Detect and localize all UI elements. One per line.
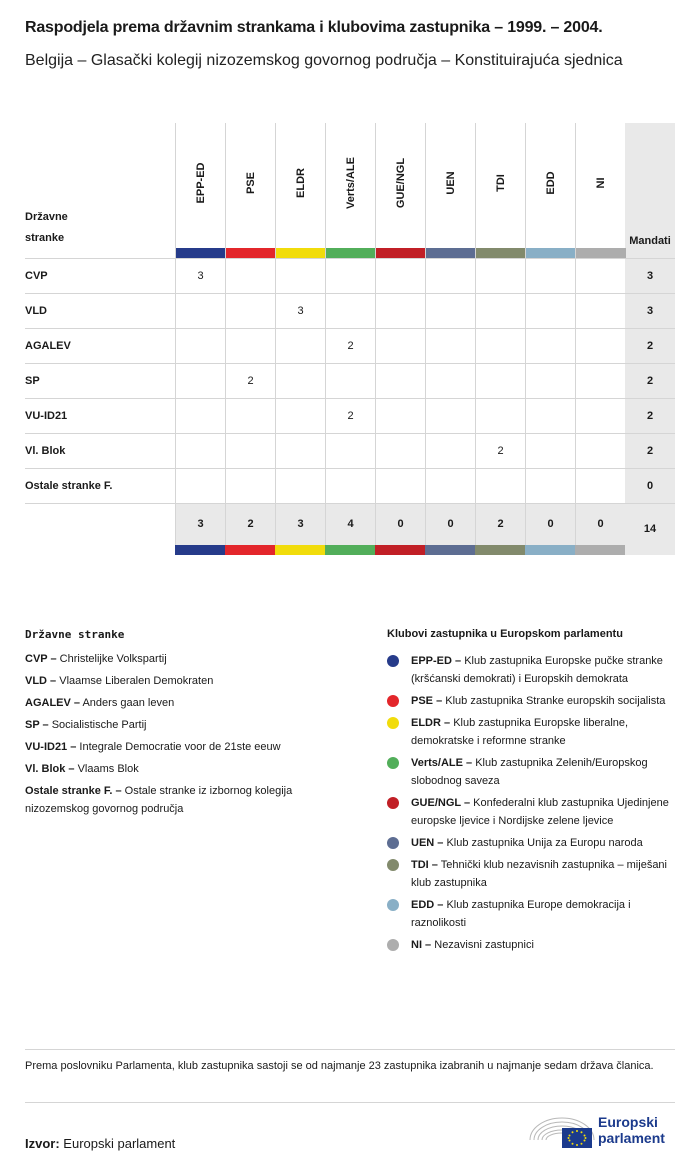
group-color-bar bbox=[426, 248, 476, 258]
column-total: 3 bbox=[275, 504, 325, 545]
party-legend-item: AGALEV – Anders gaan leven bbox=[25, 697, 175, 709]
table-row bbox=[25, 293, 675, 328]
group-legend-item: ELDR – Klub zastupnika Europske liberalne, demokratske i reformne stranke bbox=[387, 714, 677, 750]
column-header bbox=[475, 123, 525, 258]
seat-cell bbox=[275, 434, 325, 468]
seat-cell bbox=[275, 259, 325, 293]
row-total: 3 bbox=[625, 294, 675, 328]
table-row bbox=[25, 468, 675, 503]
seat-cell bbox=[425, 434, 475, 468]
seat-cell bbox=[475, 469, 525, 503]
group-color-bar bbox=[525, 545, 575, 555]
seat-cell bbox=[525, 434, 575, 468]
column-header bbox=[175, 123, 225, 258]
seat-cell bbox=[525, 259, 575, 293]
seat-cell bbox=[375, 469, 425, 503]
footnote: Prema poslovniku Parlamenta, klub zastupnika sastoji se od najmanje 23 zastupnika izabranih u najmanje sedam država članica. bbox=[25, 1060, 654, 1072]
seat-cell bbox=[425, 364, 475, 398]
column-label: EDD bbox=[545, 171, 557, 195]
group-color-bar bbox=[226, 248, 276, 258]
group-color-bar bbox=[376, 248, 426, 258]
column-total: 2 bbox=[225, 504, 275, 545]
column-total: 0 bbox=[425, 504, 475, 545]
party-legend-item: VU-ID21 – Integrale Democratie voor de 21ste eeuw bbox=[25, 741, 281, 753]
table-row bbox=[25, 328, 675, 363]
group-color-bar bbox=[326, 248, 376, 258]
seat-cell bbox=[175, 469, 225, 503]
column-header bbox=[225, 123, 275, 258]
party-legend-item: SP – Socialistische Partij bbox=[25, 719, 147, 731]
column-total: 2 bbox=[475, 504, 525, 545]
column-header bbox=[275, 123, 325, 258]
color-dot-icon bbox=[387, 717, 399, 729]
column-total: 3 bbox=[175, 504, 225, 545]
seat-cell: 2 bbox=[325, 399, 375, 433]
seat-cell bbox=[325, 294, 375, 328]
column-label: TDI bbox=[495, 174, 507, 192]
group-color-bar bbox=[375, 545, 425, 555]
party-legend-item: VLD – Vlaamse Liberalen Demokraten bbox=[25, 675, 214, 687]
seat-cell bbox=[475, 294, 525, 328]
page-title: Raspodjela prema državnim strankama i klubovima zastupnika – 1999. – 2004. bbox=[25, 19, 603, 36]
column-header bbox=[425, 123, 475, 258]
seat-cell bbox=[325, 434, 375, 468]
party-name: Vl. Blok bbox=[25, 445, 66, 457]
divider bbox=[25, 1049, 675, 1050]
party-name: SP bbox=[25, 375, 40, 387]
seat-cell bbox=[225, 329, 275, 363]
color-dot-icon bbox=[387, 695, 399, 707]
seat-cell bbox=[575, 294, 625, 328]
column-label: EPP-ED bbox=[195, 162, 207, 204]
seat-cell bbox=[525, 329, 575, 363]
seat-cell bbox=[375, 364, 425, 398]
seat-cell: 2 bbox=[325, 329, 375, 363]
column-header bbox=[325, 123, 375, 258]
party-legend-item: Vl. Blok – Vlaams Blok bbox=[25, 763, 139, 775]
group-color-bar bbox=[576, 248, 626, 258]
seat-cell bbox=[425, 399, 475, 433]
seat-cell: 3 bbox=[275, 294, 325, 328]
group-legend-item: TDI – Tehnički klub nezavisnih zastupnika – miješani klub zastupnika bbox=[387, 856, 677, 892]
seat-cell bbox=[475, 399, 525, 433]
seat-cell: 3 bbox=[175, 259, 225, 293]
party-name: Ostale stranke F. bbox=[25, 480, 113, 492]
group-color-bar bbox=[575, 545, 625, 555]
seat-cell bbox=[425, 329, 475, 363]
seat-cell bbox=[425, 259, 475, 293]
group-color-bar bbox=[475, 545, 525, 555]
seat-cell: 2 bbox=[475, 434, 525, 468]
seat-cell bbox=[475, 364, 525, 398]
seat-cell bbox=[225, 469, 275, 503]
table-row bbox=[25, 398, 675, 433]
seat-cell bbox=[175, 364, 225, 398]
group-color-bar bbox=[176, 248, 226, 258]
seat-cell bbox=[575, 364, 625, 398]
totals-row bbox=[25, 503, 675, 554]
party-name: AGALEV bbox=[25, 340, 71, 352]
seat-cell bbox=[375, 329, 425, 363]
group-legend-item: PSE – Klub zastupnika Stranke europskih socijalista bbox=[387, 692, 677, 710]
seat-cell bbox=[225, 259, 275, 293]
color-dot-icon bbox=[387, 859, 399, 871]
row-total: 3 bbox=[625, 259, 675, 293]
table-row bbox=[25, 363, 675, 398]
seat-cell bbox=[275, 364, 325, 398]
seat-cell bbox=[525, 364, 575, 398]
seat-cell bbox=[575, 434, 625, 468]
seat-cell bbox=[175, 399, 225, 433]
group-color-bar bbox=[476, 248, 526, 258]
seat-cell bbox=[425, 294, 475, 328]
column-label: NI bbox=[595, 177, 607, 189]
seat-cell bbox=[575, 469, 625, 503]
party-name: VU-ID21 bbox=[25, 410, 68, 422]
seat-cell bbox=[475, 259, 525, 293]
group-color-bar bbox=[526, 248, 576, 258]
column-label: GUE/NGL bbox=[395, 157, 407, 209]
color-dot-icon bbox=[387, 899, 399, 911]
color-dot-icon bbox=[387, 655, 399, 667]
seat-cell bbox=[525, 294, 575, 328]
group-legend-item: NI – Nezavisni zastupnici bbox=[387, 936, 677, 954]
row-total: 2 bbox=[625, 329, 675, 363]
seat-cell bbox=[325, 364, 375, 398]
group-legend-item: Verts/ALE – Klub zastupnika Zelenih/Europskog slobodnog saveza bbox=[387, 754, 677, 790]
column-label: UEN bbox=[445, 171, 457, 195]
column-label: PSE bbox=[245, 171, 257, 195]
seat-cell bbox=[375, 259, 425, 293]
party-legend-title: Državne stranke bbox=[25, 628, 125, 641]
seat-cell bbox=[375, 399, 425, 433]
column-total: 0 bbox=[575, 504, 625, 545]
group-legend-item: EPP-ED – Klub zastupnika Europske pučke stranke (kršćanski demokrati) i Europskih demokrata bbox=[387, 652, 677, 688]
color-dot-icon bbox=[387, 939, 399, 951]
seat-cell bbox=[325, 469, 375, 503]
row-total: 2 bbox=[625, 364, 675, 398]
seat-cell bbox=[175, 329, 225, 363]
seat-cell bbox=[525, 469, 575, 503]
seat-cell bbox=[225, 434, 275, 468]
color-dot-icon bbox=[387, 757, 399, 769]
table-row bbox=[25, 258, 675, 293]
column-total: 0 bbox=[375, 504, 425, 545]
group-color-bar bbox=[276, 248, 326, 258]
column-header bbox=[575, 123, 625, 258]
seat-cell bbox=[175, 434, 225, 468]
group-color-bar bbox=[275, 545, 325, 555]
seat-cell bbox=[375, 294, 425, 328]
seat-cell bbox=[575, 329, 625, 363]
ep-logo bbox=[528, 1110, 678, 1152]
party-legend bbox=[25, 628, 355, 822]
seat-cell bbox=[225, 399, 275, 433]
page-subtitle: Belgija – Glasački kolegij nizozemskog govornog područja – Konstituirajuća sjednica bbox=[25, 52, 623, 69]
column-total: 0 bbox=[525, 504, 575, 545]
total-column-header: Mandati bbox=[625, 123, 675, 258]
group-legend-item: UEN – Klub zastupnika Unija za Europu naroda bbox=[387, 834, 677, 852]
column-label: Verts/ALE bbox=[345, 157, 357, 209]
row-total: 2 bbox=[625, 434, 675, 468]
color-dot-icon bbox=[387, 837, 399, 849]
seat-cell bbox=[275, 329, 325, 363]
seat-cell bbox=[375, 434, 425, 468]
seat-cell: 2 bbox=[225, 364, 275, 398]
grand-total: 14 bbox=[625, 504, 675, 555]
group-color-bar bbox=[175, 545, 225, 555]
party-legend-item: CVP – Christelijke Volkspartij bbox=[25, 653, 167, 665]
seat-cell bbox=[225, 294, 275, 328]
group-color-bar bbox=[225, 545, 275, 555]
seat-cell bbox=[275, 469, 325, 503]
party-name: CVP bbox=[25, 270, 48, 282]
divider bbox=[25, 1102, 675, 1103]
row-total: 2 bbox=[625, 399, 675, 433]
color-dot-icon bbox=[387, 797, 399, 809]
seat-cell bbox=[175, 294, 225, 328]
table-row bbox=[25, 433, 675, 468]
column-header bbox=[525, 123, 575, 258]
seat-cell bbox=[425, 469, 475, 503]
logo-text: Europski parlament bbox=[598, 1114, 665, 1146]
party-legend-item: Ostale stranke F. – Ostale stranke iz izbornog kolegija nizozemskog govornog područja bbox=[25, 785, 293, 815]
source-line: Izvor: Europski parlament bbox=[25, 1136, 176, 1151]
seat-cell bbox=[475, 329, 525, 363]
group-legend-item: EDD – Klub zastupnika Europe demokracija i raznolikosti bbox=[387, 896, 677, 932]
row-header-label: Državne stranke bbox=[25, 211, 68, 244]
seat-cell bbox=[325, 259, 375, 293]
column-total: 4 bbox=[325, 504, 375, 545]
column-label: ELDR bbox=[295, 168, 307, 198]
group-legend bbox=[387, 628, 677, 958]
seat-cell bbox=[275, 399, 325, 433]
seat-cell bbox=[575, 259, 625, 293]
group-legend-item: GUE/NGL – Konfederalni klub zastupnika Ujedinjene europske ljevice i Nordijske zelene ljevice bbox=[387, 794, 677, 830]
column-header bbox=[375, 123, 425, 258]
group-color-bar bbox=[425, 545, 475, 555]
group-color-bar bbox=[325, 545, 375, 555]
table-header bbox=[25, 123, 675, 258]
hemicycle-icon bbox=[528, 1110, 598, 1152]
seat-cell bbox=[575, 399, 625, 433]
seat-cell bbox=[525, 399, 575, 433]
row-total: 0 bbox=[625, 469, 675, 503]
party-name: VLD bbox=[25, 305, 47, 317]
group-legend-title: Klubovi zastupnika u Europskom parlamentu bbox=[387, 628, 623, 640]
